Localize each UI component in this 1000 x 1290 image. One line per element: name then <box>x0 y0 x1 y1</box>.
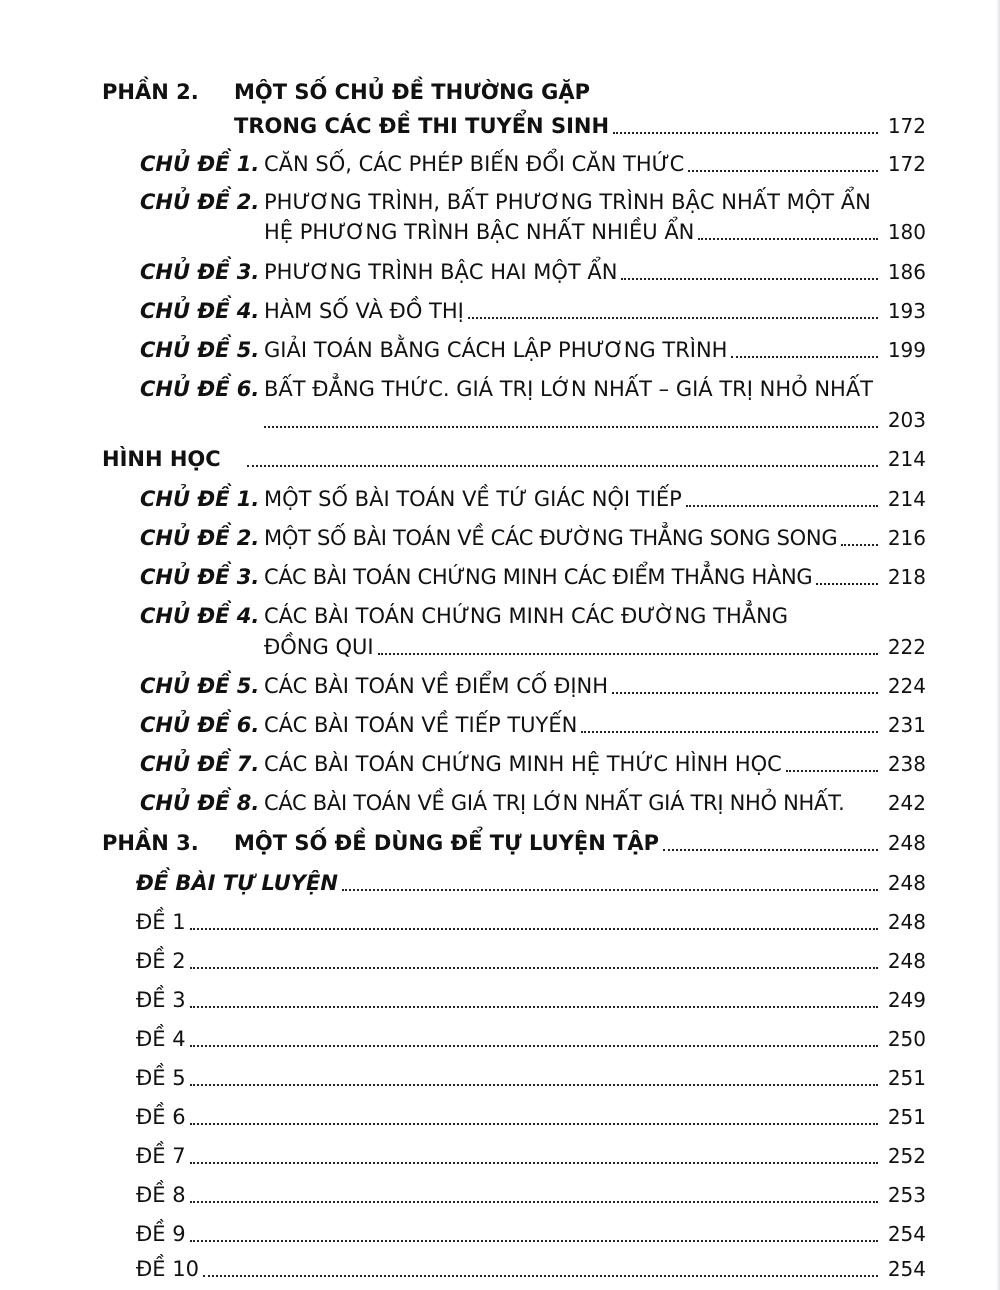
practice-title: ĐỀ 3 <box>136 988 186 1012</box>
topic-number: CHỦ ĐỀ 4. <box>140 299 260 323</box>
dot-leader <box>190 1033 878 1047</box>
geometry-title: HÌNH HỌC <box>102 447 221 471</box>
page-number: 231 <box>887 713 926 737</box>
dot-leader <box>190 1072 878 1086</box>
topic-title-continued: HỆ PHƯƠNG TRÌNH BẬC NHẤT NHIỀU ẨN <box>264 220 695 244</box>
page-number: 203 <box>887 408 926 432</box>
toc-entry-practice-3[interactable] <box>136 986 926 1014</box>
topic-number: CHỦ ĐỀ 7. <box>140 752 260 776</box>
page-number: 254 <box>887 1222 926 1246</box>
dot-leader <box>698 226 878 240</box>
dot-leader <box>190 1150 878 1164</box>
toc-entry-practice-9[interactable] <box>136 1220 926 1248</box>
topic-title: CÁC BÀI TOÁN VỀ TIẾP TUYẾN <box>264 713 578 737</box>
dot-leader <box>663 837 878 851</box>
toc-entry-geometry-1[interactable] <box>140 485 926 513</box>
dot-leader <box>190 1189 878 1203</box>
page-number: 218 <box>887 565 926 589</box>
page-number: 249 <box>887 988 926 1012</box>
dot-leader <box>264 414 878 428</box>
part3-prefix: PHẦN 3. <box>102 831 199 855</box>
page-number: 199 <box>887 338 926 362</box>
toc-entry-geometry-5[interactable] <box>140 672 926 700</box>
dot-leader <box>190 1111 878 1125</box>
practice-title: ĐỀ 2 <box>136 949 186 973</box>
dot-leader <box>816 571 878 585</box>
dot-leader <box>468 305 878 319</box>
topic-title: HÀM SỐ VÀ ĐỒ THỊ <box>264 299 464 323</box>
topic-title: CÁC BÀI TOÁN VỀ ĐIỂM CỐ ĐỊNH <box>264 674 609 698</box>
page-number: 224 <box>887 674 926 698</box>
dot-leader <box>203 1263 878 1277</box>
topic-title: CÁC BÀI TOÁN CHỨNG MINH CÁC ĐIỂM THẲNG HÀNG <box>264 565 813 589</box>
page-number: 254 <box>887 1257 926 1281</box>
toc-entry-geometry-6[interactable] <box>140 711 926 739</box>
page-number: 180 <box>887 220 926 244</box>
dot-leader <box>841 532 878 546</box>
part2-heading <box>102 78 602 106</box>
practice-title: ĐỀ 7 <box>136 1144 186 1168</box>
page-number: 248 <box>887 831 926 855</box>
page-number: 172 <box>887 152 926 176</box>
dot-leader <box>581 719 878 733</box>
toc-entry-geometry-3[interactable] <box>140 563 926 591</box>
toc-entry-practice-1[interactable] <box>136 908 926 936</box>
toc-entry-part3[interactable] <box>102 829 926 857</box>
practice-title: ĐỀ 8 <box>136 1183 186 1207</box>
practice-title: ĐỀ 5 <box>136 1066 186 1090</box>
toc-entry-practice-6[interactable] <box>136 1103 926 1131</box>
topic-number: CHỦ ĐỀ 6. <box>140 377 260 401</box>
toc-entry-algebra-2[interactable] <box>140 188 926 216</box>
toc-entry-practice-2[interactable] <box>136 947 926 975</box>
toc-entry-algebra-3[interactable] <box>140 258 926 286</box>
topic-number: CHỦ ĐỀ 2. <box>140 190 260 214</box>
practice-title: ĐỀ 4 <box>136 1027 186 1051</box>
topic-title: MỘT SỐ BÀI TOÁN VỀ TỨ GIÁC NỘI TIẾP <box>264 487 682 511</box>
toc-entry-geometry-8[interactable] <box>140 789 926 817</box>
page-number: 251 <box>887 1066 926 1090</box>
topic-number: CHỦ ĐỀ 5. <box>140 338 260 362</box>
topic-title-continued: ĐỒNG QUI <box>264 635 374 659</box>
topic-title: GIẢI TOÁN BẰNG CÁCH LẬP PHƯƠNG TRÌNH <box>264 338 728 362</box>
dot-leader <box>190 955 878 969</box>
dot-leader <box>613 120 878 134</box>
toc-entry-algebra-6[interactable] <box>140 375 926 403</box>
toc-entry-geometry-2[interactable] <box>140 524 926 552</box>
topic-number: CHỦ ĐỀ 5. <box>140 674 260 698</box>
topic-number: CHỦ ĐỀ 4. <box>140 604 260 628</box>
part2-title-line1: MỘT SỐ CHỦ ĐỀ THƯỜNG GẶP <box>234 80 591 104</box>
topic-number: CHỦ ĐỀ 1. <box>140 487 260 511</box>
toc-entry-geometry-4[interactable] <box>140 602 926 630</box>
dot-leader <box>612 680 878 694</box>
dot-leader <box>688 158 878 172</box>
dot-leader <box>190 1228 878 1242</box>
page-number: 193 <box>887 299 926 323</box>
page-number: 214 <box>887 487 926 511</box>
toc-entry-practice-7[interactable] <box>136 1142 926 1170</box>
topic-title: CÁC BÀI TOÁN VỀ GIÁ TRỊ LỚN NHẤT GIÁ TRỊ NHỎ NHẤT. <box>264 791 845 815</box>
toc-entry-algebra-2-line2[interactable] <box>264 218 926 246</box>
practice-header-title: ĐỀ BÀI TỰ LUYỆN <box>136 871 338 895</box>
page-number: 250 <box>887 1027 926 1051</box>
dot-leader <box>247 453 878 467</box>
part2-title-line2: TRONG CÁC ĐỀ THI TUYỂN SINH <box>234 114 610 138</box>
topic-number: CHỦ ĐỀ 8. <box>140 791 260 815</box>
topic-title: CÁC BÀI TOÁN CHỨNG MINH HỆ THỨC HÌNH HỌC <box>264 752 782 776</box>
page-number: 242 <box>887 791 926 815</box>
topic-title: CÁC BÀI TOÁN CHỨNG MINH CÁC ĐƯỜNG THẲNG <box>264 604 789 628</box>
page-number: 216 <box>887 526 926 550</box>
page-number: 248 <box>887 949 926 973</box>
toc-entry-practice-10[interactable] <box>136 1255 926 1283</box>
toc-entry-algebra-5[interactable] <box>140 336 926 364</box>
dot-leader <box>378 641 878 655</box>
dot-leader <box>190 994 878 1008</box>
topic-title: BẤT ĐẲNG THỨC. GIÁ TRỊ LỚN NHẤT – GIÁ TRỊ NHỎ NHẤT <box>264 377 874 401</box>
page-edge-shadow <box>996 0 1000 1290</box>
toc-entry-geometry-4-line2[interactable] <box>264 633 926 661</box>
topic-title: MỘT SỐ BÀI TOÁN VỀ CÁC ĐƯỜNG THẲNG SONG SONG <box>264 526 838 550</box>
toc-entry-practice-4[interactable] <box>136 1025 926 1053</box>
page-number: 214 <box>887 447 926 471</box>
toc-entry-geometry-7[interactable] <box>140 750 926 778</box>
toc-entry-practice-header[interactable] <box>136 869 926 897</box>
topic-number: CHỦ ĐỀ 6. <box>140 713 260 737</box>
page-number: 172 <box>887 114 926 138</box>
dot-leader <box>621 266 878 280</box>
page-number: 238 <box>887 752 926 776</box>
practice-title: ĐỀ 1 <box>136 910 186 934</box>
practice-title: ĐỀ 6 <box>136 1105 186 1129</box>
page-number: 222 <box>887 635 926 659</box>
page-number: 186 <box>887 260 926 284</box>
topic-number: CHỦ ĐỀ 3. <box>140 260 260 284</box>
page-number: 253 <box>887 1183 926 1207</box>
part2-heading-line2[interactable] <box>234 112 926 140</box>
topic-title: CĂN SỐ, CÁC PHÉP BIẾN ĐỔI CĂN THỨC <box>264 152 685 176</box>
dot-leader <box>342 877 878 891</box>
dot-leader <box>731 344 878 358</box>
topic-title: PHƯƠNG TRÌNH, BẤT PHƯƠNG TRÌNH BẬC NHẤT MỘT ẨN <box>264 190 871 214</box>
page-number: 248 <box>887 910 926 934</box>
dot-leader <box>686 493 878 507</box>
topic-number: CHỦ ĐỀ 1. <box>140 152 260 176</box>
toc-entry-practice-8[interactable] <box>136 1181 926 1209</box>
toc-entry-algebra-1[interactable] <box>140 150 926 178</box>
practice-title: ĐỀ 10 <box>136 1257 199 1281</box>
toc-entry-algebra-6-line2[interactable] <box>264 406 926 434</box>
practice-title: ĐỀ 9 <box>136 1222 186 1246</box>
dot-leader <box>190 916 878 930</box>
topic-number: CHỦ ĐỀ 3. <box>140 565 260 589</box>
page-number: 251 <box>887 1105 926 1129</box>
page-number: 252 <box>887 1144 926 1168</box>
dot-leader <box>786 758 878 772</box>
toc-entry-practice-5[interactable] <box>136 1064 926 1092</box>
toc-entry-geometry[interactable] <box>102 445 926 473</box>
dot-leader <box>845 803 883 817</box>
topic-title: PHƯƠNG TRÌNH BẬC HAI MỘT ẨN <box>264 260 618 284</box>
page-number: 248 <box>887 871 926 895</box>
toc-entry-algebra-4[interactable] <box>140 297 926 325</box>
topic-number: CHỦ ĐỀ 2. <box>140 526 260 550</box>
part3-title: MỘT SỐ ĐỀ DÙNG ĐỂ TỰ LUYỆN TẬP <box>234 831 660 855</box>
part2-prefix: PHẦN 2. <box>102 80 199 104</box>
